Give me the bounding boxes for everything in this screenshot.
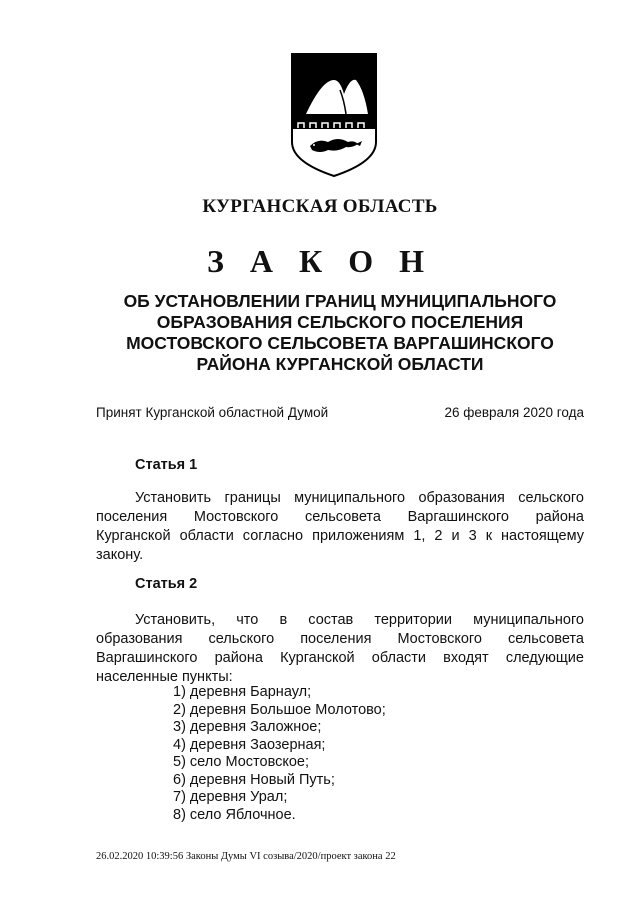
- word: Установить,: [135, 612, 216, 628]
- list-item: 4) деревня Заозерная;: [173, 736, 326, 753]
- law-title-line: РАЙОНА КУРГАНСКОЙ ОБЛАСТИ: [196, 354, 484, 374]
- coat-of-arms-emblem: [288, 50, 380, 178]
- word: сельского: [208, 631, 275, 647]
- word: Установить: [135, 490, 212, 506]
- word: сельского: [518, 490, 584, 506]
- text-line: [96, 489, 584, 508]
- word: Мостовского: [193, 509, 279, 525]
- word: Варгашинского: [96, 650, 198, 666]
- word: населенные пункты:: [96, 669, 233, 685]
- law-title-line: ОБ УСТАНОВЛЕНИИ ГРАНИЦ МУНИЦИПАЛЬНОГО: [123, 291, 557, 311]
- word: Курганской: [280, 650, 355, 666]
- settlements-list: [173, 684, 386, 824]
- word: 3: [468, 528, 477, 544]
- word: к: [485, 528, 493, 544]
- text-line: [96, 630, 584, 649]
- region-name: КУРГАНСКАЯ ОБЛАСТЬ: [202, 196, 438, 217]
- list-item: 2) деревня Большое Молотово;: [173, 701, 386, 718]
- word: области: [179, 528, 234, 544]
- word: согласно: [242, 528, 304, 544]
- list-item: 6) деревня Новый Путь;: [173, 771, 335, 788]
- word: границы: [224, 490, 281, 506]
- adoption-line: [96, 405, 584, 420]
- word: входят: [443, 650, 489, 666]
- word: следующие: [505, 650, 584, 666]
- word: муниципального: [294, 490, 406, 506]
- article-1-text: [96, 489, 584, 565]
- adopting-body: Принят Курганской областной Думой: [96, 405, 329, 420]
- word: образования: [418, 490, 505, 506]
- list-item: 7) деревня Урал;: [173, 789, 288, 805]
- law-title-line: ОБРАЗОВАНИЯ СЕЛЬСКОГО ПОСЕЛЕНИЯ: [156, 312, 524, 332]
- word: Варгашинского: [407, 509, 509, 525]
- word: приложениям: [312, 528, 405, 544]
- word: 2: [434, 528, 443, 544]
- list-item: 3) деревня Заложное;: [173, 719, 322, 735]
- word: Мостовского: [397, 631, 482, 647]
- text-line: [96, 611, 584, 630]
- footer-note: 26.02.2020 10:39:56 Законы Думы VI созыва/2020/проект закона 22: [96, 851, 396, 862]
- text-line: [96, 546, 584, 565]
- word: закону.: [96, 547, 144, 563]
- text-line: [96, 527, 584, 546]
- word: сельсовета: [507, 631, 584, 647]
- word: состав: [308, 612, 354, 628]
- list-item: 1) деревня Барнаул;: [173, 684, 312, 700]
- article-2-text: [96, 611, 584, 687]
- list-item: 5) село Мостовское;: [173, 754, 310, 770]
- word: поселения: [300, 631, 372, 647]
- word: настоящему: [501, 528, 584, 544]
- article-2-heading: Статья 2: [135, 576, 198, 592]
- text-line: [96, 508, 584, 527]
- text-line: [96, 649, 584, 668]
- law-title: [0, 291, 640, 375]
- word: поселения: [96, 509, 168, 525]
- word: и: [451, 528, 460, 544]
- word: области: [371, 650, 427, 666]
- article-1-heading: Статья 1: [135, 457, 198, 473]
- word: Курганской: [96, 528, 171, 544]
- word: в: [279, 612, 288, 628]
- adoption-date: 26 февраля 2020 года: [444, 405, 584, 420]
- word: района: [214, 650, 263, 666]
- law-title-line: МОСТОВСКОГО СЕЛЬСОВЕТА ВАРГАШИНСКОГО: [126, 333, 554, 353]
- word: территории: [374, 612, 452, 628]
- list-item: 8) село Яблочное.: [173, 806, 296, 823]
- word: 1,: [413, 528, 426, 544]
- word: муниципального: [473, 612, 584, 628]
- document-type: З А К О Н: [207, 243, 433, 279]
- word: сельсовета: [304, 509, 381, 525]
- word: что: [236, 612, 259, 628]
- word: образования: [96, 631, 183, 647]
- word: района: [535, 509, 584, 525]
